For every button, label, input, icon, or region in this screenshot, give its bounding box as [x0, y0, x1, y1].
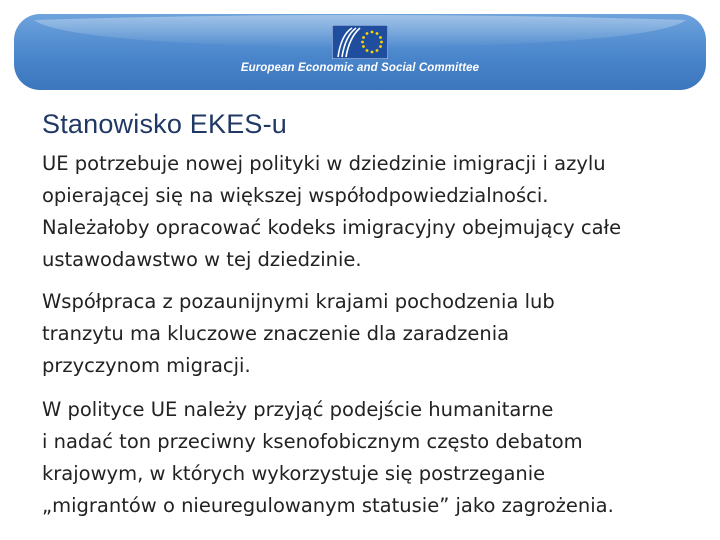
page-title: Stanowisko EKES-u	[42, 109, 288, 139]
organization-name: European Economic and Social Committee	[240, 62, 480, 74]
paragraph: Współpraca z pozaunijnymi krajami pochodzenia lub tranzytu ma kluczowe znaczenie dla zaradzenia przyczynom migracji.	[42, 290, 555, 377]
body-text	[42, 148, 702, 522]
eu-stars-logo-icon	[332, 25, 388, 59]
paragraph: W polityce UE należy przyjąć podejście humanitarne i nadać ton przeciwny ksenofobicznym często debatom krajowym, w których wykorzystuje się postrzeganie „migrantów o nieuregulowanym statusie” jako zagrożenia.	[42, 398, 614, 517]
paragraph: UE potrzebuje nowej polityki w dziedzinie imigracji i azylu opierającej się na większej współodpowiedzialności. Należałoby opracować kodeks imigracyjny obejmujący całe ustawodawstwo w tej dziedzinie.	[42, 152, 622, 271]
